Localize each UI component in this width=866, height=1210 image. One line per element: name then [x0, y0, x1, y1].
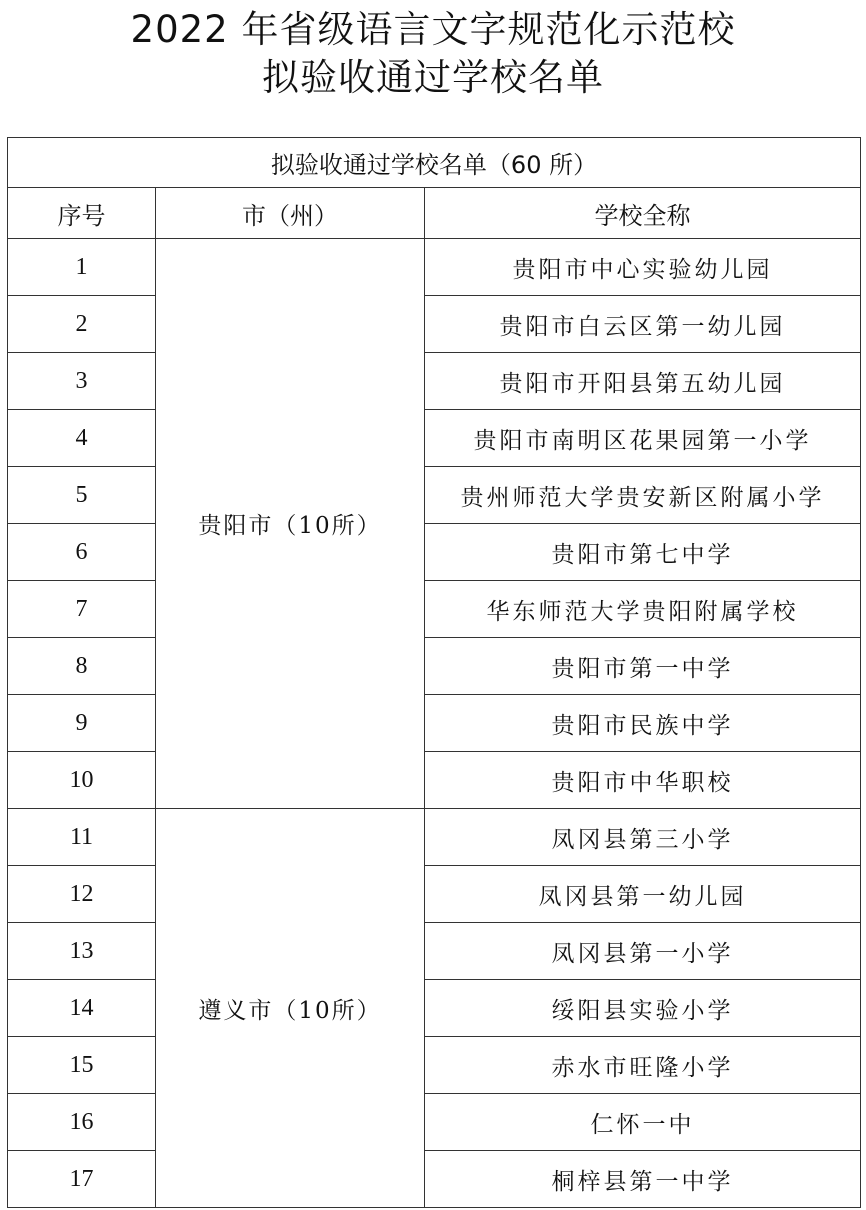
row-school: 贵阳市第一中学: [425, 638, 861, 695]
row-index: 4: [8, 410, 156, 467]
table-row: [8, 1037, 861, 1094]
row-school: 凤冈县第一幼儿园: [425, 866, 861, 923]
row-index: 15: [8, 1037, 156, 1094]
row-index: 16: [8, 1094, 156, 1151]
row-school: 贵阳市民族中学: [425, 695, 861, 752]
row-index: 3: [8, 353, 156, 410]
row-index: 2: [8, 296, 156, 353]
table-row: [8, 581, 861, 638]
header-index: 序号: [8, 188, 156, 239]
table-row: [8, 809, 861, 866]
table-header-row: [8, 188, 861, 239]
table-row: [8, 524, 861, 581]
row-index: 1: [8, 239, 156, 296]
table-caption: 拟验收通过学校名单（60 所）: [8, 138, 861, 188]
table-row: [8, 923, 861, 980]
city-group-zunyi: 遵义市（10所）: [156, 809, 425, 1208]
row-school: 赤水市旺隆小学: [425, 1037, 861, 1094]
row-school: 仁怀一中: [425, 1094, 861, 1151]
row-index: 14: [8, 980, 156, 1037]
table-row: [8, 410, 861, 467]
row-index: 17: [8, 1151, 156, 1208]
row-school: 绥阳县实验小学: [425, 980, 861, 1037]
table-row: [8, 239, 861, 296]
city-group-guiyang: 贵阳市（10所）: [156, 239, 425, 809]
table-row: [8, 296, 861, 353]
document-title: 2022 年省级语言文字规范化示范校: [130, 8, 736, 51]
table-row: [8, 980, 861, 1037]
row-school: 贵阳市南明区花果园第一小学: [425, 410, 861, 467]
header-school: 学校全称: [425, 188, 861, 239]
row-school: 贵阳市白云区第一幼儿园: [425, 296, 861, 353]
row-school: 凤冈县第一小学: [425, 923, 861, 980]
row-school: 桐梓县第一中学: [425, 1151, 861, 1208]
row-school: 贵阳市中心实验幼儿园: [425, 239, 861, 296]
row-index: 9: [8, 695, 156, 752]
row-index: 10: [8, 752, 156, 809]
school-list-table: [7, 137, 861, 1208]
table-row: [8, 1151, 861, 1208]
table-row: [8, 866, 861, 923]
table-row: [8, 353, 861, 410]
row-school: 贵阳市第七中学: [425, 524, 861, 581]
table-caption-row: [8, 138, 861, 188]
table-row: [8, 695, 861, 752]
row-school: 贵州师范大学贵安新区附属小学: [425, 467, 861, 524]
row-index: 12: [8, 866, 156, 923]
row-index: 5: [8, 467, 156, 524]
row-index: 7: [8, 581, 156, 638]
row-index: 13: [8, 923, 156, 980]
row-school: 贵阳市开阳县第五幼儿园: [425, 353, 861, 410]
table-row: [8, 467, 861, 524]
row-index: 11: [8, 809, 156, 866]
row-index: 6: [8, 524, 156, 581]
row-index: 8: [8, 638, 156, 695]
row-school: 华东师范大学贵阳附属学校: [425, 581, 861, 638]
table-row: [8, 1094, 861, 1151]
table-row: [8, 752, 861, 809]
header-city: 市（州）: [156, 188, 425, 239]
row-school: 凤冈县第三小学: [425, 809, 861, 866]
table-row: [8, 638, 861, 695]
row-school: 贵阳市中华职校: [425, 752, 861, 809]
document-subtitle: 拟验收通过学校名单: [262, 56, 604, 99]
